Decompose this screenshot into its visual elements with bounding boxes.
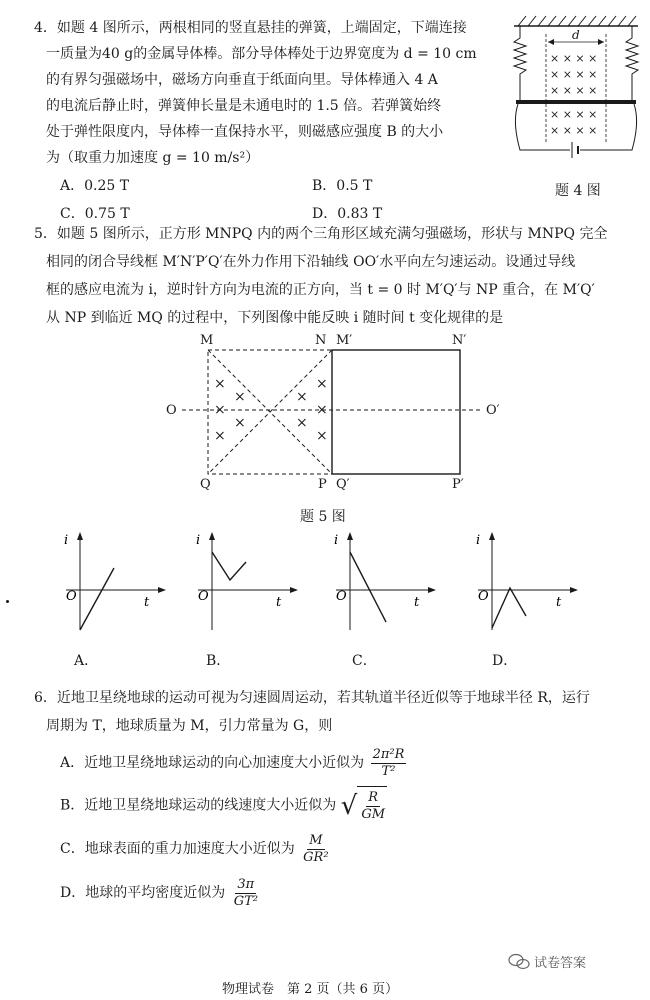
svg-text:×: × — [214, 402, 226, 418]
q6-line-1: 6．近地卫星绕地球的运动可视为匀速圆周运动，若其轨道半径近似等于地球半径 R，运行 — [34, 690, 590, 706]
q6-option-c-fraction — [301, 833, 330, 866]
q4-line-6: 为（取重力加速度 g = 10 m/s²） — [46, 150, 260, 166]
axis-i: i — [196, 533, 201, 548]
q6-option-d-num: 3π — [237, 876, 255, 892]
svg-text:×: × — [316, 402, 328, 418]
svg-text:× × × ×: × × × × — [550, 68, 598, 81]
axis-t: t — [276, 595, 282, 610]
graph-c-letter: C． — [352, 653, 377, 669]
graph-d — [474, 530, 584, 640]
q4-option-b: B．0.5 T — [312, 178, 373, 194]
graph-c — [332, 530, 442, 640]
q6-option-b-sqrt — [341, 786, 387, 825]
watermark-text: 试卷答案 — [534, 956, 587, 971]
page-footer: 物理试卷 第 2 页（共 6 页） — [222, 982, 399, 997]
graph-line — [350, 552, 386, 622]
svg-text:× × × ×: × × × × — [550, 124, 598, 137]
q4-line-3: 的有界匀强磁场中，磁场方向垂直于纸面向里。导体棒通入 4 A — [46, 72, 438, 88]
wechat-icon — [508, 953, 530, 971]
label-Pp: P′ — [452, 477, 464, 492]
q6-option-d — [60, 874, 260, 912]
axis-i: i — [334, 533, 339, 548]
ceiling-hatch — [518, 16, 636, 26]
graph-d-letter: D． — [492, 653, 518, 669]
q4-line-2: 一质量为40 g的金属导体棒。部分导体棒处于边界宽度为 d = 10 cm — [46, 46, 477, 62]
graph-a-letter: A． — [74, 653, 99, 669]
figure-4-caption: 题 4 图 — [555, 183, 601, 199]
q4-line-5: 处于弹性限度内，导体棒一直保持水平，则磁感应强度 B 的大小 — [46, 124, 444, 140]
q6-option-c-den: GR² — [303, 849, 329, 865]
q6-option-a — [60, 744, 406, 782]
svg-text:×: × — [316, 428, 328, 444]
graph-a — [62, 530, 172, 640]
graph-b-letter: B． — [206, 653, 231, 669]
axis-t: t — [556, 595, 562, 610]
label-N: N — [315, 333, 327, 348]
label-O: O — [166, 403, 177, 418]
q5-line-4: 从 NP 到临近 MQ 的过程中，下列图像中能反映 i 随时间 t 变化规律的是 — [46, 310, 504, 326]
graph-line — [492, 588, 526, 628]
q6-option-c-text: C．地球表面的重力加速度大小近似为 — [60, 841, 295, 857]
q4-line-4: 的电流后静止时，弹簧伸长量是未通电时的 1.5 倍。若弹簧始终 — [46, 98, 442, 114]
figure-5-caption: 题 5 图 — [300, 509, 346, 525]
q6-option-b — [60, 786, 387, 825]
q6-option-a-fraction — [371, 747, 407, 780]
svg-text:× × × ×: × × × × — [550, 52, 598, 65]
q5-line-3: 框的感应电流为 i，逆时针方向为电流的正方向，当 t = 0 时 M′Q′与 NP 重合，在 M′Q′ — [46, 282, 595, 298]
axis-t: t — [414, 595, 420, 610]
field-crosses — [550, 52, 597, 137]
q6-option-b-den: GM — [361, 806, 386, 822]
label-Mp: M′ — [336, 333, 353, 348]
figure-4 — [510, 12, 642, 172]
q6-line-2: 周期为 T，地球质量为 M，引力常量为 G，则 — [46, 718, 333, 734]
q6-option-a-num: 2π²R — [372, 746, 405, 762]
q6-option-d-den: GT² — [233, 893, 258, 909]
q4-line-1: 4．如题 4 图所示，两根相同的竖直悬挂的弹簧，上端固定，下端连接 — [34, 20, 467, 36]
svg-text:× × × ×: × × × × — [550, 84, 598, 97]
q6-option-b-num: R — [368, 789, 379, 805]
q6-option-c-num: M — [309, 832, 323, 848]
label-Np: N′ — [452, 333, 467, 348]
origin: O — [478, 589, 489, 604]
right-spring — [626, 26, 638, 102]
label-P: P — [318, 477, 327, 492]
axis-t: t — [144, 595, 150, 610]
label-M: M — [200, 333, 214, 348]
q5-line-1: 5．如题 5 图所示，正方形 MNPQ 内的两个三角形区域充满匀强磁场，形状与 MNPQ 完全 — [34, 226, 608, 242]
axis-i: i — [476, 533, 481, 548]
sqrt-symbol: √ — [340, 790, 358, 821]
svg-text:×: × — [316, 376, 328, 392]
q6-option-c — [60, 830, 331, 868]
graph-line — [212, 552, 246, 580]
graph-b — [194, 530, 304, 640]
label-Op: O′ — [486, 403, 500, 418]
frame-MpNpPpQp — [332, 350, 460, 474]
origin: O — [66, 589, 77, 604]
stray-dot — [6, 600, 9, 603]
watermark — [508, 952, 586, 971]
q6-option-b-text: B．近地卫星绕地球运动的线速度大小近似为 — [60, 797, 337, 814]
svg-text:×: × — [234, 415, 246, 431]
origin: O — [336, 589, 347, 604]
left-spring — [514, 26, 526, 102]
svg-text:×: × — [296, 415, 308, 431]
q5-line-2: 相同的闭合导线框 M′N′P′Q′在外力作用下沿轴线 OO′水平向左匀速运动。设通过导线 — [46, 254, 576, 270]
svg-text:×: × — [296, 389, 308, 405]
q6-option-b-fraction — [359, 790, 387, 823]
q4-option-a: A．0.25 T — [60, 178, 130, 194]
origin: O — [198, 589, 209, 604]
q4-option-d: D．0.83 T — [312, 206, 383, 222]
svg-text:× × × ×: × × × × — [550, 108, 598, 121]
svg-text:×: × — [214, 376, 226, 392]
q6-option-a-text: A．近地卫星绕地球运动的向心加速度大小近似为 — [60, 755, 365, 771]
svg-text:×: × — [214, 428, 226, 444]
q6-option-a-den: T² — [381, 763, 396, 779]
axis-i: i — [64, 533, 69, 548]
q6-option-d-text: D．地球的平均密度近似为 — [60, 885, 226, 901]
label-d: d — [572, 28, 580, 42]
q6-option-d-fraction — [232, 877, 260, 910]
conductor-rod — [516, 100, 636, 104]
figure-5 — [160, 330, 520, 494]
svg-text:×: × — [234, 389, 246, 405]
graph-line — [80, 568, 114, 630]
label-Q: Q — [200, 477, 211, 492]
q4-option-c: C．0.75 T — [60, 206, 130, 222]
label-Qp: Q′ — [336, 477, 350, 492]
